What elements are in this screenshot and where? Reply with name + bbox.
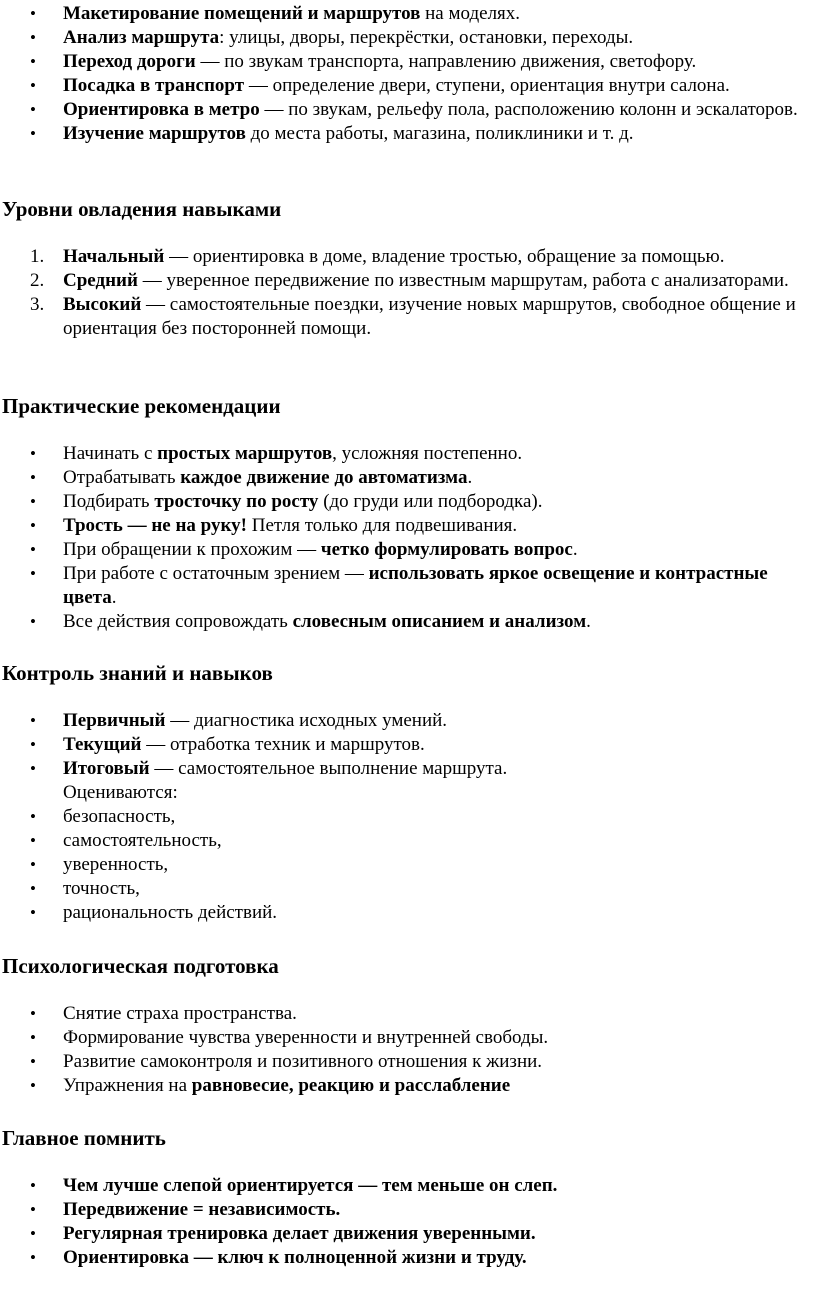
list-item-text: — самостоятельные поездки, изучение новых маршрутов, свободное общение и ориентация без посторонней помощи. bbox=[63, 294, 796, 339]
list-item-number: 2. bbox=[30, 270, 45, 291]
list-item-text: безопасность, bbox=[63, 806, 176, 827]
list-item-text: до места работы, магазина, поликлиники и т. д. bbox=[245, 123, 634, 144]
list-item-text: Развитие самоконтроля и позитивного отношения к жизни. bbox=[63, 1051, 543, 1072]
list-item-bold-text: Чем лучше слепой ориентируется — тем меньше он слеп. bbox=[63, 1175, 558, 1196]
list-item-text: самостоятельность, bbox=[63, 830, 222, 851]
list-item-text: Петля только для подвешивания. bbox=[246, 515, 518, 536]
list-item-bold-text: равновесие, реакцию и расслабление bbox=[191, 1075, 511, 1096]
list-item-bold-text: Начальный bbox=[63, 246, 165, 267]
list-item-text: точность, bbox=[63, 878, 140, 899]
list-item-bold-text: Макетирование помещений и маршрутов bbox=[63, 3, 421, 24]
list-item-bold-text: четко формулировать вопрос bbox=[320, 539, 573, 560]
list-item-bold-text: простых маршрутов bbox=[157, 443, 333, 464]
list-item bbox=[0, 853, 816, 877]
list-item-text: Все действия сопровождать bbox=[63, 611, 293, 632]
list-item-bold-text: Текущий bbox=[63, 734, 142, 755]
list-item-bold-text: Регулярная тренировка делает движения уверенными. bbox=[63, 1223, 536, 1244]
list-item-bold-text: Высокий bbox=[63, 294, 142, 315]
list-item bbox=[0, 1002, 816, 1026]
list-item-text: Оцениваются: bbox=[63, 782, 178, 803]
heading-main-points: Главное помнить bbox=[2, 1126, 166, 1150]
list-item-text: — самостоятельное выполнение маршрута. bbox=[149, 758, 508, 779]
heading-skill-levels: Уровни овладения навыками bbox=[2, 197, 282, 221]
list-item bbox=[0, 245, 816, 269]
list-item bbox=[0, 1246, 816, 1270]
list-item-bold-text: Ориентировка в метро bbox=[63, 99, 260, 120]
list-item-text: Формирование чувства уверенности и внутренней свободы. bbox=[63, 1027, 549, 1048]
list-item bbox=[0, 1198, 816, 1222]
list-item-text: — ориентировка в доме, владение тростью, обращение за помощью. bbox=[164, 246, 725, 267]
list-item bbox=[0, 490, 816, 514]
list-item-text: — диагностика исходных умений. bbox=[165, 710, 448, 731]
list-knowledge-control bbox=[0, 709, 816, 925]
list-item bbox=[0, 757, 816, 805]
list-item bbox=[0, 466, 816, 490]
heading-knowledge-control: Контроль знаний и навыков bbox=[2, 661, 273, 685]
list-item-bold-text: использовать яркое освещение и контрастные цвета bbox=[63, 563, 768, 608]
list-item bbox=[0, 2, 816, 26]
list-skill-levels bbox=[0, 245, 816, 341]
list-main-points bbox=[0, 1174, 816, 1270]
list-item-bold-text: Первичный bbox=[63, 710, 166, 731]
list-item bbox=[0, 293, 816, 341]
list-item-text: — по звукам, рельефу пола, расположению колонн и эскалаторов. bbox=[259, 99, 798, 120]
list-item bbox=[0, 269, 816, 293]
list-item-text: — отработка техник и маршрутов. bbox=[141, 734, 425, 755]
list-practical-recommendations bbox=[0, 442, 816, 634]
list-item-text: Упражнения на bbox=[63, 1075, 192, 1096]
list-item-text: рациональность действий. bbox=[63, 902, 278, 923]
list-item bbox=[0, 50, 816, 74]
list-item-bold-text: Трость — не на руку! bbox=[63, 515, 247, 536]
heading-psychological-preparation: Психологическая подготовка bbox=[2, 954, 279, 978]
list-item-text: Начинать с bbox=[63, 443, 158, 464]
list-item bbox=[0, 1222, 816, 1246]
list-item bbox=[0, 1074, 816, 1098]
list-item-bold-text: Изучение маршрутов bbox=[63, 123, 246, 144]
list-item-bold-text: Посадка в транспорт bbox=[63, 75, 245, 96]
list-item-text: (до груди или подбородка). bbox=[318, 491, 543, 512]
list-item bbox=[0, 1026, 816, 1050]
list-item-bold-text: каждое движение до автоматизма bbox=[180, 467, 468, 488]
list-item-bold-text: Передвижение = независимость. bbox=[63, 1199, 341, 1220]
list-item bbox=[0, 805, 816, 829]
list-item bbox=[0, 26, 816, 50]
list-item-text: При работе с остаточным зрением — bbox=[63, 563, 369, 584]
list-item-text: , усложняя постепенно. bbox=[332, 443, 523, 464]
list-item-bold-text: Анализ маршрута bbox=[63, 27, 220, 48]
heading-practical-recommendations: Практические рекомендации bbox=[2, 394, 281, 418]
list-item bbox=[0, 562, 816, 610]
list-item bbox=[0, 1050, 816, 1074]
list-item-bold-text: Итоговый bbox=[63, 758, 150, 779]
list-item-text: на моделях. bbox=[420, 3, 521, 24]
list-psychological-preparation bbox=[0, 1002, 816, 1098]
list-item bbox=[0, 74, 816, 98]
list-item bbox=[0, 733, 816, 757]
list-item-bold-text: Ориентировка — ключ к полноценной жизни и труду. bbox=[63, 1247, 527, 1268]
list-item-text: . bbox=[467, 467, 473, 488]
list-item bbox=[0, 122, 816, 146]
list-item-text: Подбирать bbox=[63, 491, 155, 512]
list-item-number: 1. bbox=[30, 246, 45, 267]
list-item-text: — уверенное передвижение по известным маршрутам, работа с анализаторами. bbox=[137, 270, 789, 291]
list-item-bold-text: тросточку по росту bbox=[154, 491, 319, 512]
list-item-text: : улицы, дворы, перекрёстки, остановки, переходы. bbox=[219, 27, 634, 48]
list-item bbox=[0, 901, 816, 925]
list-item-text: уверенность, bbox=[63, 854, 169, 875]
list-item bbox=[0, 538, 816, 562]
list-item bbox=[0, 1174, 816, 1198]
list-item-text: . bbox=[586, 611, 591, 632]
list-item-text: . bbox=[572, 539, 578, 560]
list-item bbox=[0, 610, 816, 634]
list-item bbox=[0, 877, 816, 901]
list-item bbox=[0, 514, 816, 538]
list-item bbox=[0, 709, 816, 733]
list-item-text: — определение двери, ступени, ориентация внутри салона. bbox=[244, 75, 730, 96]
list-item-bold-text: Средний bbox=[63, 270, 138, 291]
list-item-bold-text: словесным описанием и анализом bbox=[292, 611, 587, 632]
list-item-text: — по звукам транспорта, направлению движения, светофору. bbox=[195, 51, 697, 72]
list-item-text: Снятие страха пространства. bbox=[63, 1003, 297, 1024]
list-item bbox=[0, 442, 816, 466]
list-item-text: При обращении к прохожим — bbox=[63, 539, 321, 560]
list-item-number: 3. bbox=[30, 294, 45, 315]
list-item-text: . bbox=[111, 587, 117, 608]
list-item-bold-text: Переход дороги bbox=[63, 51, 196, 72]
list-routes bbox=[0, 2, 816, 146]
list-item bbox=[0, 829, 816, 853]
list-item-text: Отрабатывать bbox=[63, 467, 181, 488]
list-item bbox=[0, 98, 816, 122]
